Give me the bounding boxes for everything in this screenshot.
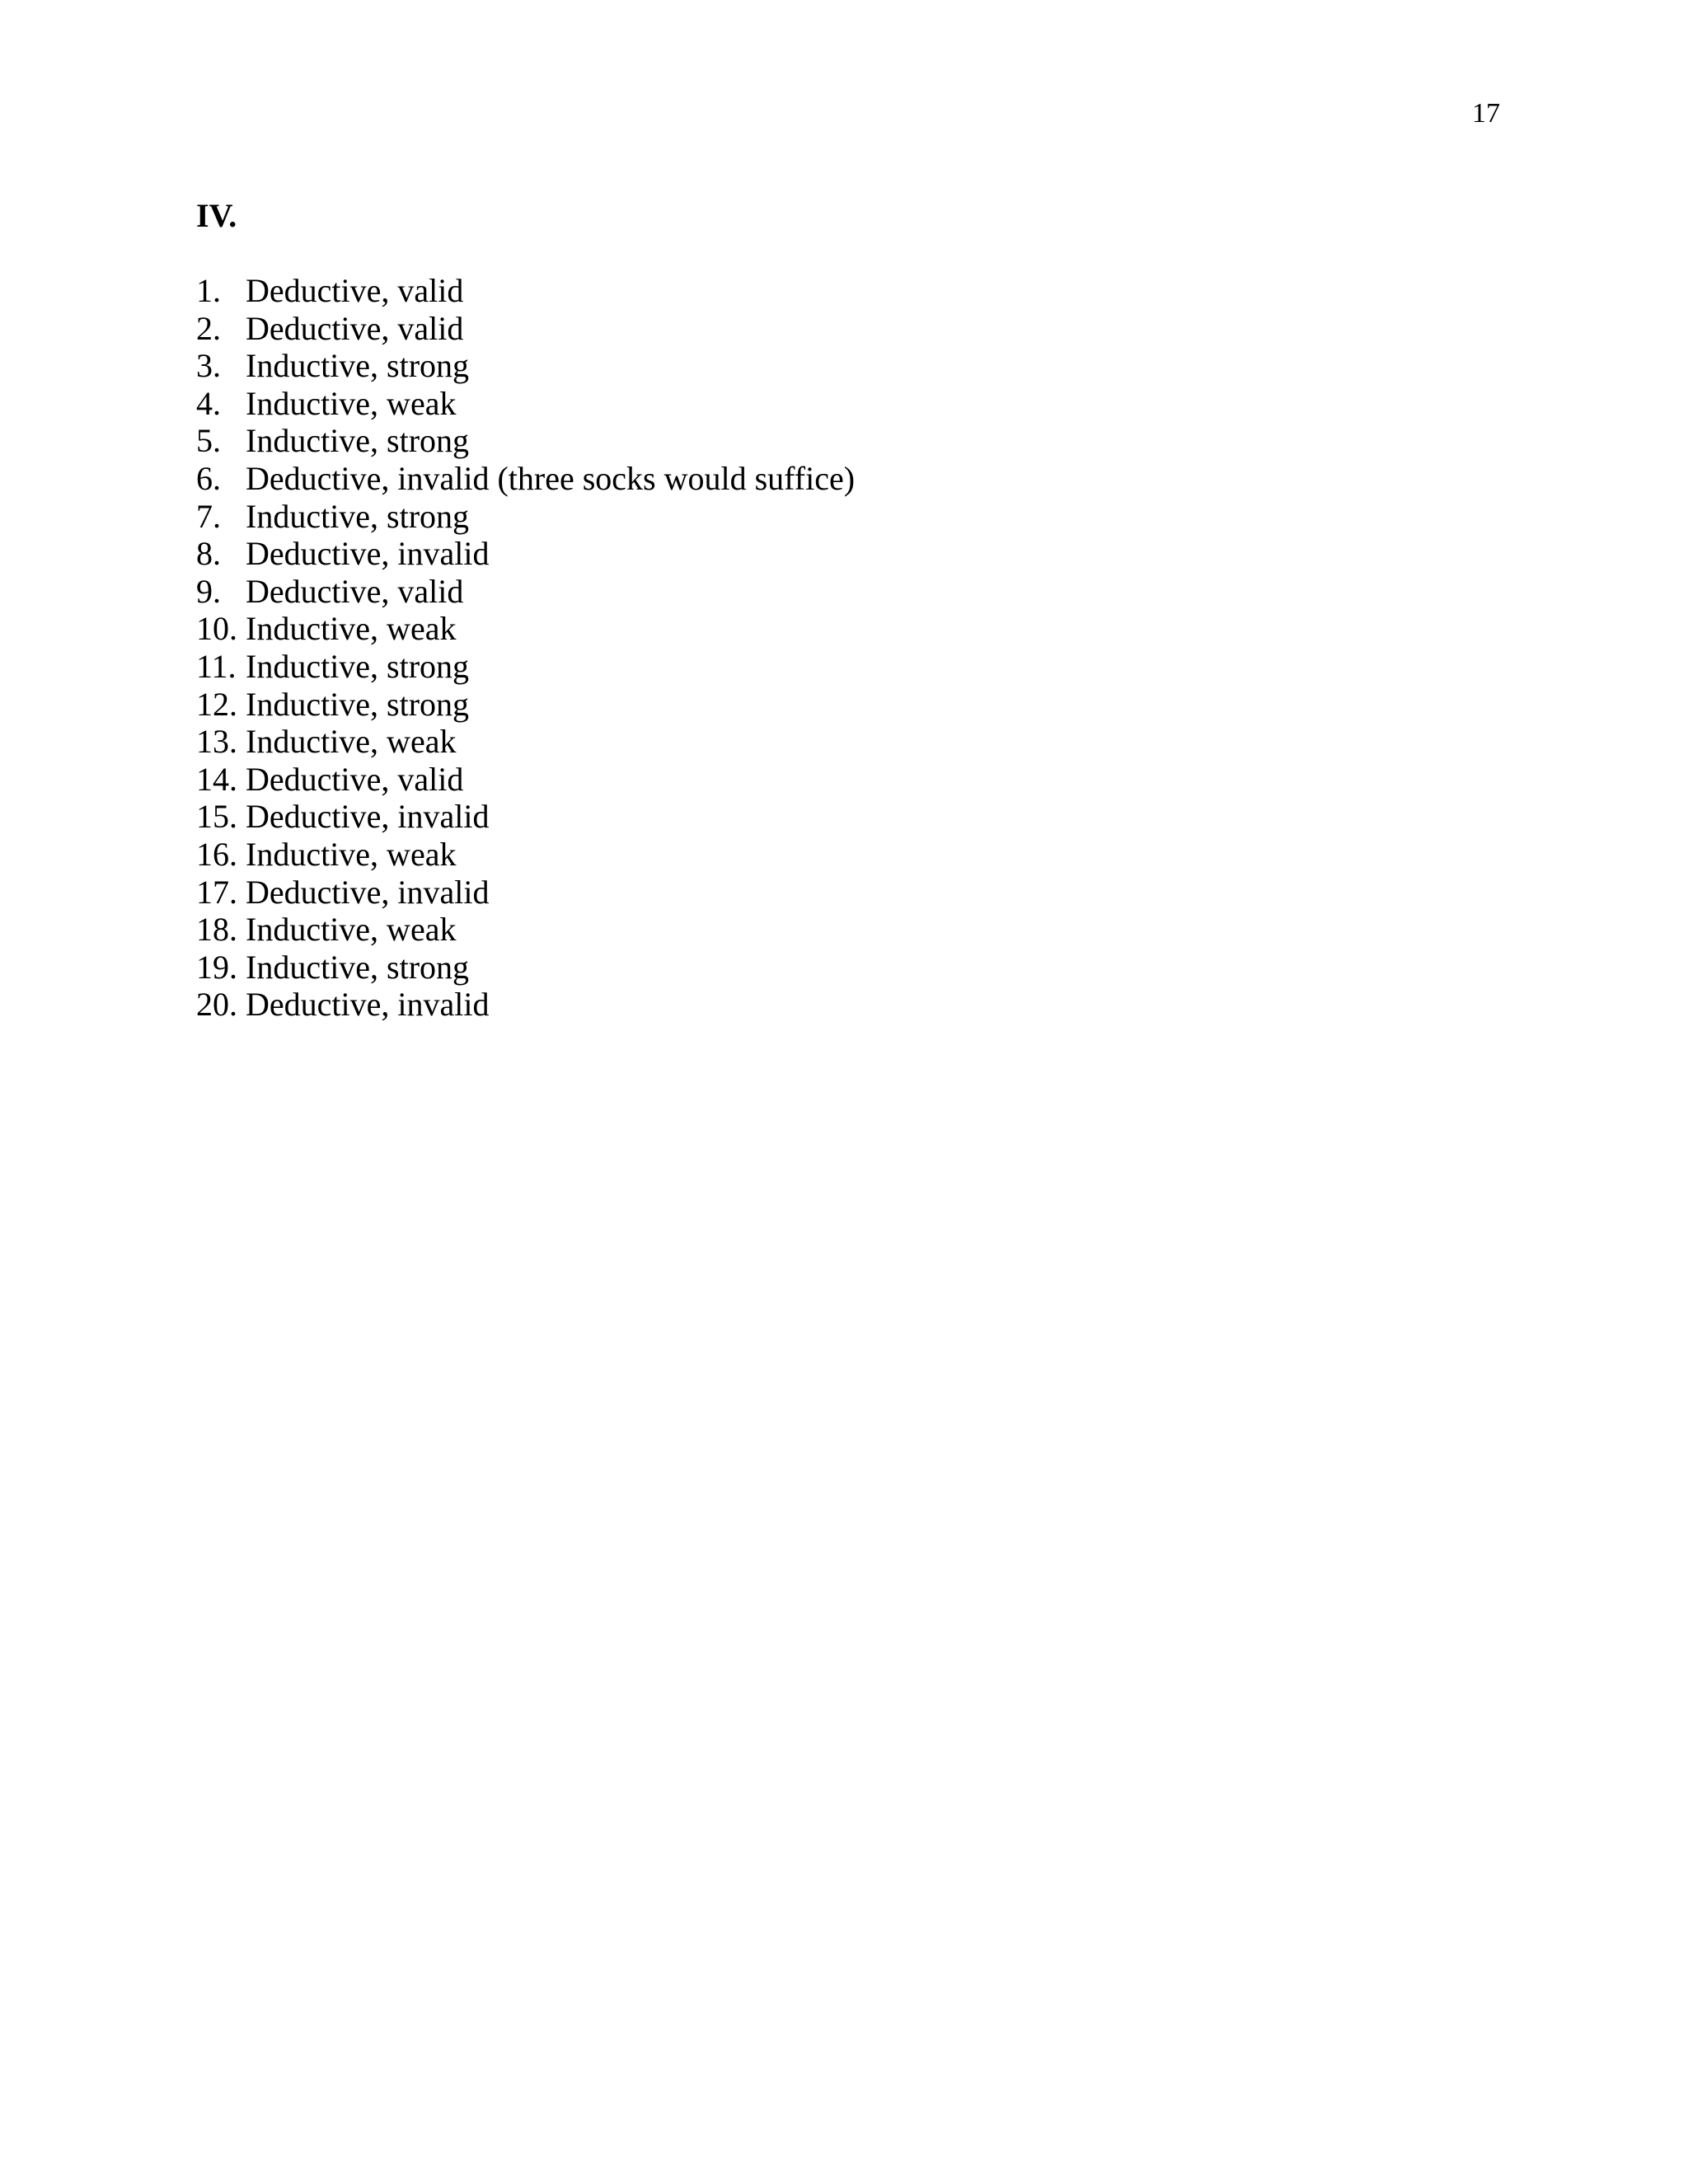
list-item [196, 573, 855, 611]
list-item [196, 723, 855, 761]
answer-list [196, 272, 855, 1024]
list-item [196, 761, 855, 799]
item-text: Deductive, invalid (three socks would suffice) [246, 459, 856, 497]
list-item [196, 422, 855, 460]
item-number: 3. [196, 347, 221, 385]
list-item [196, 498, 855, 536]
item-number: 9. [196, 572, 221, 610]
item-text: Deductive, invalid [246, 798, 490, 836]
list-item [196, 949, 855, 987]
item-text: Inductive, strong [246, 948, 470, 986]
item-number: 14. [196, 760, 237, 798]
list-item [196, 986, 855, 1024]
list-item [196, 798, 855, 836]
item-number: 13. [196, 723, 237, 761]
item-text: Inductive, weak [246, 835, 457, 873]
item-number: 16. [196, 835, 237, 873]
item-text: Deductive, invalid [246, 535, 490, 573]
item-number: 1. [196, 272, 221, 309]
item-number: 2. [196, 309, 221, 347]
list-item [196, 874, 855, 912]
list-item [196, 535, 855, 573]
item-text: Inductive, strong [246, 347, 470, 385]
item-text: Deductive, valid [246, 572, 464, 610]
list-item [196, 911, 855, 949]
list-item [196, 686, 855, 724]
item-text: Deductive, invalid [246, 873, 490, 911]
item-text: Inductive, weak [246, 723, 457, 761]
item-number: 7. [196, 497, 221, 535]
item-number: 15. [196, 798, 237, 836]
item-number: 4. [196, 384, 221, 422]
item-text: Deductive, valid [246, 309, 464, 347]
item-number: 18. [196, 911, 237, 949]
list-item [196, 610, 855, 648]
item-text: Inductive, weak [246, 610, 457, 648]
item-text: Inductive, strong [246, 647, 470, 685]
list-item [196, 648, 855, 686]
item-number: 5. [196, 422, 221, 460]
list-item [196, 385, 855, 423]
list-item [196, 347, 855, 385]
item-text: Inductive, strong [246, 497, 470, 535]
item-text: Inductive, weak [246, 384, 457, 422]
item-number: 19. [196, 948, 237, 986]
item-text: Deductive, valid [246, 760, 464, 798]
item-number: 20. [196, 986, 237, 1024]
section-heading: IV. [196, 197, 237, 234]
item-number: 6. [196, 459, 221, 497]
item-text: Inductive, strong [246, 422, 470, 460]
page-number: 17 [1472, 98, 1500, 129]
item-number: 17. [196, 873, 237, 911]
item-text: Inductive, strong [246, 685, 470, 723]
list-item [196, 310, 855, 348]
list-item [196, 460, 855, 498]
item-text: Deductive, valid [246, 272, 464, 309]
item-text: Inductive, weak [246, 911, 457, 949]
list-item [196, 272, 855, 310]
item-text: Deductive, invalid [246, 986, 490, 1024]
item-number: 11. [196, 647, 237, 685]
item-number: 12. [196, 685, 237, 723]
item-number: 8. [196, 535, 221, 573]
item-number: 10. [196, 610, 237, 648]
list-item [196, 836, 855, 874]
